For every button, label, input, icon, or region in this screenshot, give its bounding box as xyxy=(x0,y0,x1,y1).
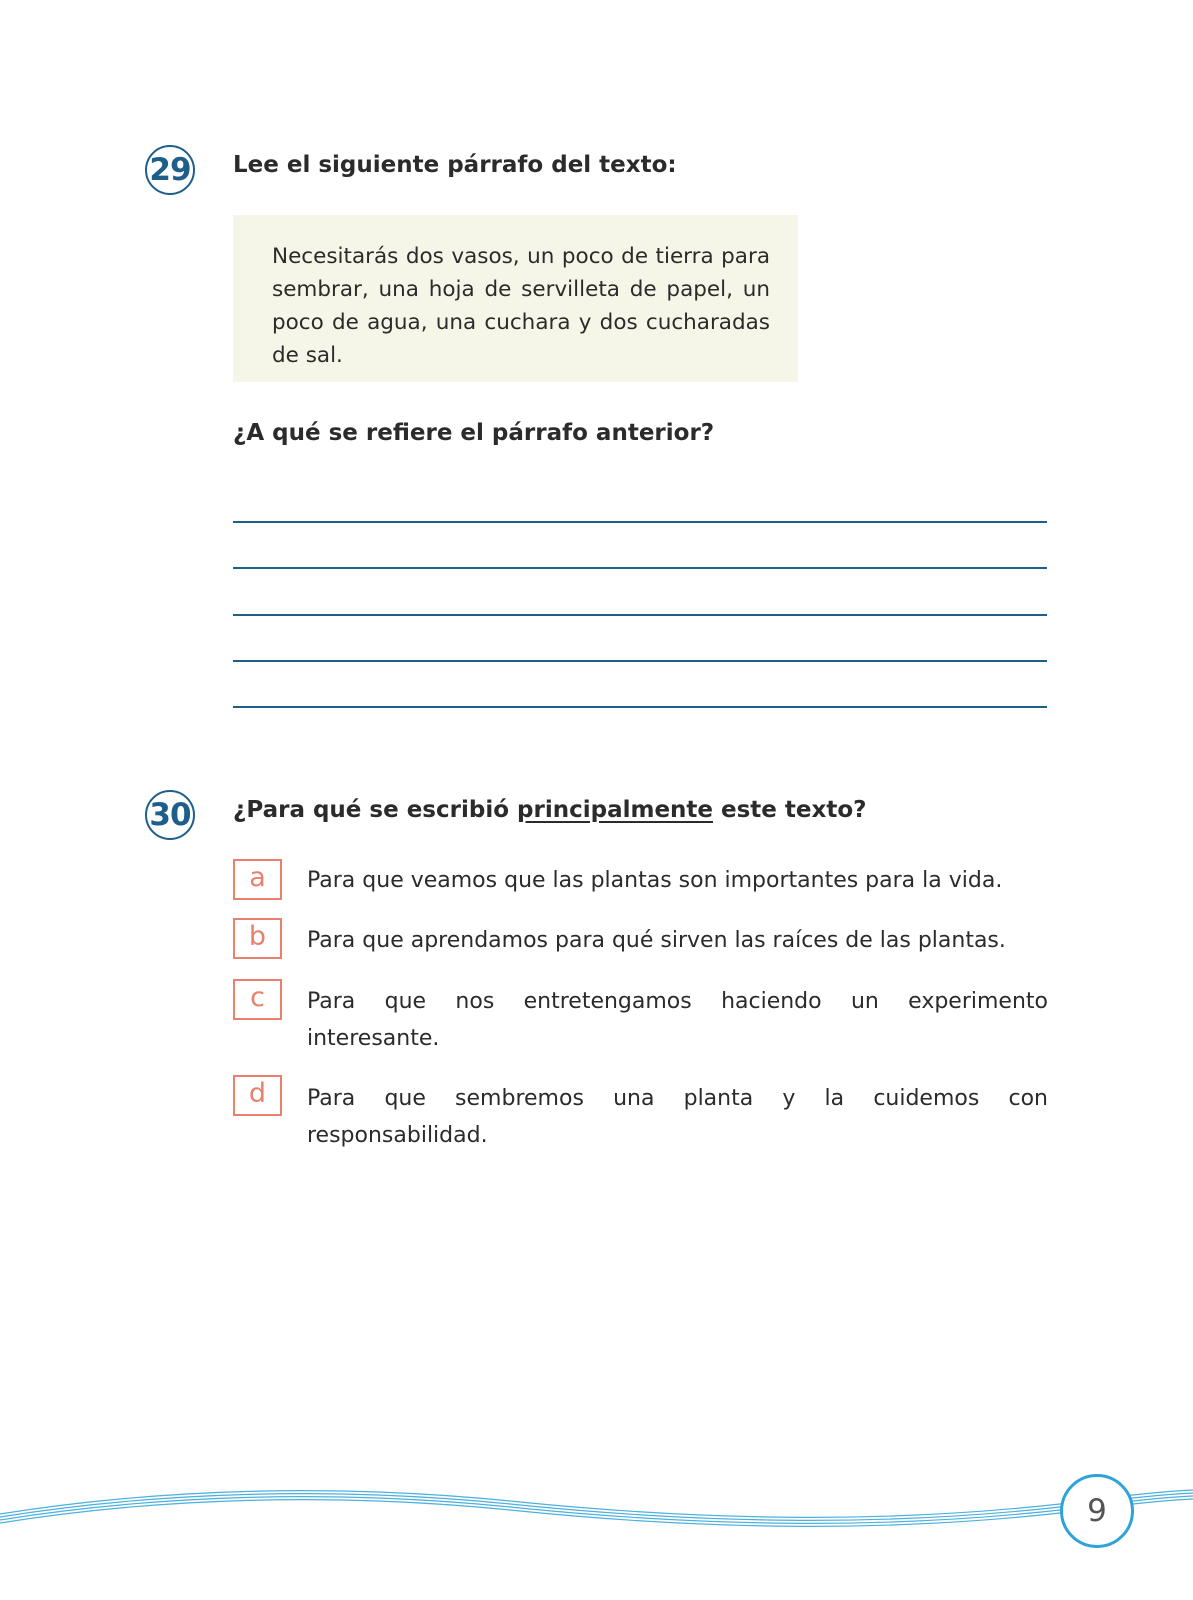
footer-wave-decoration xyxy=(0,1470,1193,1560)
question-30-title-emphasis: principalmente xyxy=(517,797,714,823)
answer-line[interactable] xyxy=(233,614,1047,616)
question-30-title-end: este texto? xyxy=(713,797,867,823)
option-c-box[interactable]: c xyxy=(233,979,282,1020)
option-b-box[interactable]: b xyxy=(233,918,282,959)
question-30-title xyxy=(233,797,866,823)
page-number: 9 xyxy=(1060,1474,1134,1548)
option-d-text[interactable]: Para que sembremos una planta y la cuidemos con responsabilidad. xyxy=(307,1086,1048,1148)
question-number-30: 30 xyxy=(145,790,195,840)
question-29-title: Lee el siguiente párrafo del texto: xyxy=(233,152,677,178)
question-29-prompt: ¿A qué se refiere el párrafo anterior? xyxy=(233,420,715,446)
answer-line[interactable] xyxy=(233,567,1047,569)
question-number-29: 29 xyxy=(145,145,195,195)
answer-line[interactable] xyxy=(233,660,1047,662)
passage-text: Necesitarás dos vasos, un poco de tierra para sembrar, una hoja de servilleta de papel, un poco de agua, una cuchara y dos cucharadas de sal. xyxy=(272,244,770,368)
option-d-box[interactable]: d xyxy=(233,1075,282,1116)
question-30-title-start: ¿Para qué se escribió xyxy=(233,797,518,823)
option-a-box[interactable]: a xyxy=(233,859,282,900)
passage-box xyxy=(233,215,798,382)
answer-line[interactable] xyxy=(233,706,1047,708)
answer-line[interactable] xyxy=(233,521,1047,523)
option-b-text[interactable]: Para que aprendamos para qué sirven las raíces de las plantas. xyxy=(307,928,1006,953)
option-c-text[interactable]: Para que nos entretengamos haciendo un experimento interesante. xyxy=(307,989,1048,1051)
option-a-text[interactable]: Para que veamos que las plantas son importantes para la vida. xyxy=(307,868,1003,893)
